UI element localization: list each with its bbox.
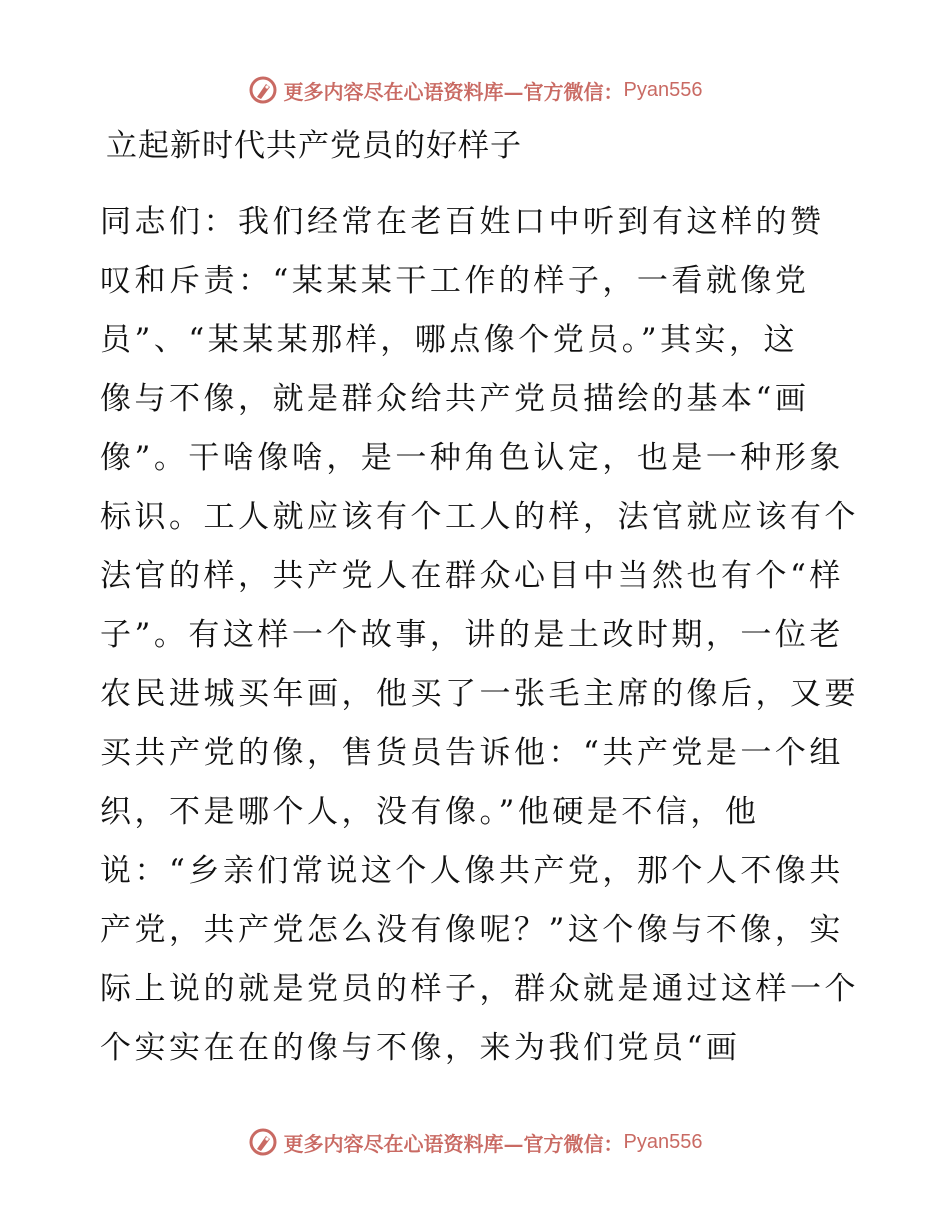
body-line: 标识。工人就应该有个工人的样，法官就应该有个 <box>100 499 859 535</box>
footer-banner-text: 更多内容尽在心语资料库—官方微信： <box>283 1131 624 1156</box>
footer-watermark-banner <box>0 1120 950 1164</box>
body-line: 际上说的就是党员的样子，群众就是通过这样一个 <box>100 971 859 1007</box>
body-line: 农民进城买年画，他买了一张毛主席的像后，又要 <box>100 676 859 712</box>
body-line: 像与不像，就是群众给共产党员描绘的基本“画 <box>100 381 810 417</box>
document-title: 立起新时代共产党员的好样子 <box>106 128 522 164</box>
document-body <box>100 198 860 1083</box>
body-line: 像”。干啥像啥，是一种角色认定，也是一种形象 <box>100 440 844 476</box>
header-banner-text: 更多内容尽在心语资料库—官方微信： <box>283 79 624 104</box>
body-line: 织，不是哪个人，没有像。”他硬是不信，他 <box>100 794 760 830</box>
header-watermark-banner <box>0 68 950 112</box>
body-line: 员”、“某某某那样，哪点像个党员。”其实，这 <box>100 322 799 358</box>
body-line: 叹和斥责：“某某某干工作的样子，一看就像党 <box>100 263 810 299</box>
body-line: 法官的样，共产党人在群众心目中当然也有个“样 <box>100 558 844 594</box>
pen-nib-circle-logo-icon <box>248 1127 278 1157</box>
body-line: 子”。有这样一个故事，讲的是土改时期，一位老 <box>100 617 844 653</box>
header-wechat-id: Pyan556 <box>623 78 703 101</box>
body-line: 说：“乡亲们常说这个人像共产党，那个人不像共 <box>100 853 844 889</box>
body-line: 产党，共产党怎么没有像呢？”这个像与不像，实 <box>100 912 844 948</box>
footer-wechat-id: Pyan556 <box>623 1130 703 1153</box>
body-line: 买共产党的像，售货员告诉他：“共产党是一个组 <box>100 735 844 771</box>
body-line: 同志们：我们经常在老百姓口中听到有这样的赞 <box>100 204 825 240</box>
pen-nib-circle-logo-icon <box>248 75 278 105</box>
body-line: 个实实在在的像与不像，来为我们党员“画 <box>100 1030 741 1066</box>
